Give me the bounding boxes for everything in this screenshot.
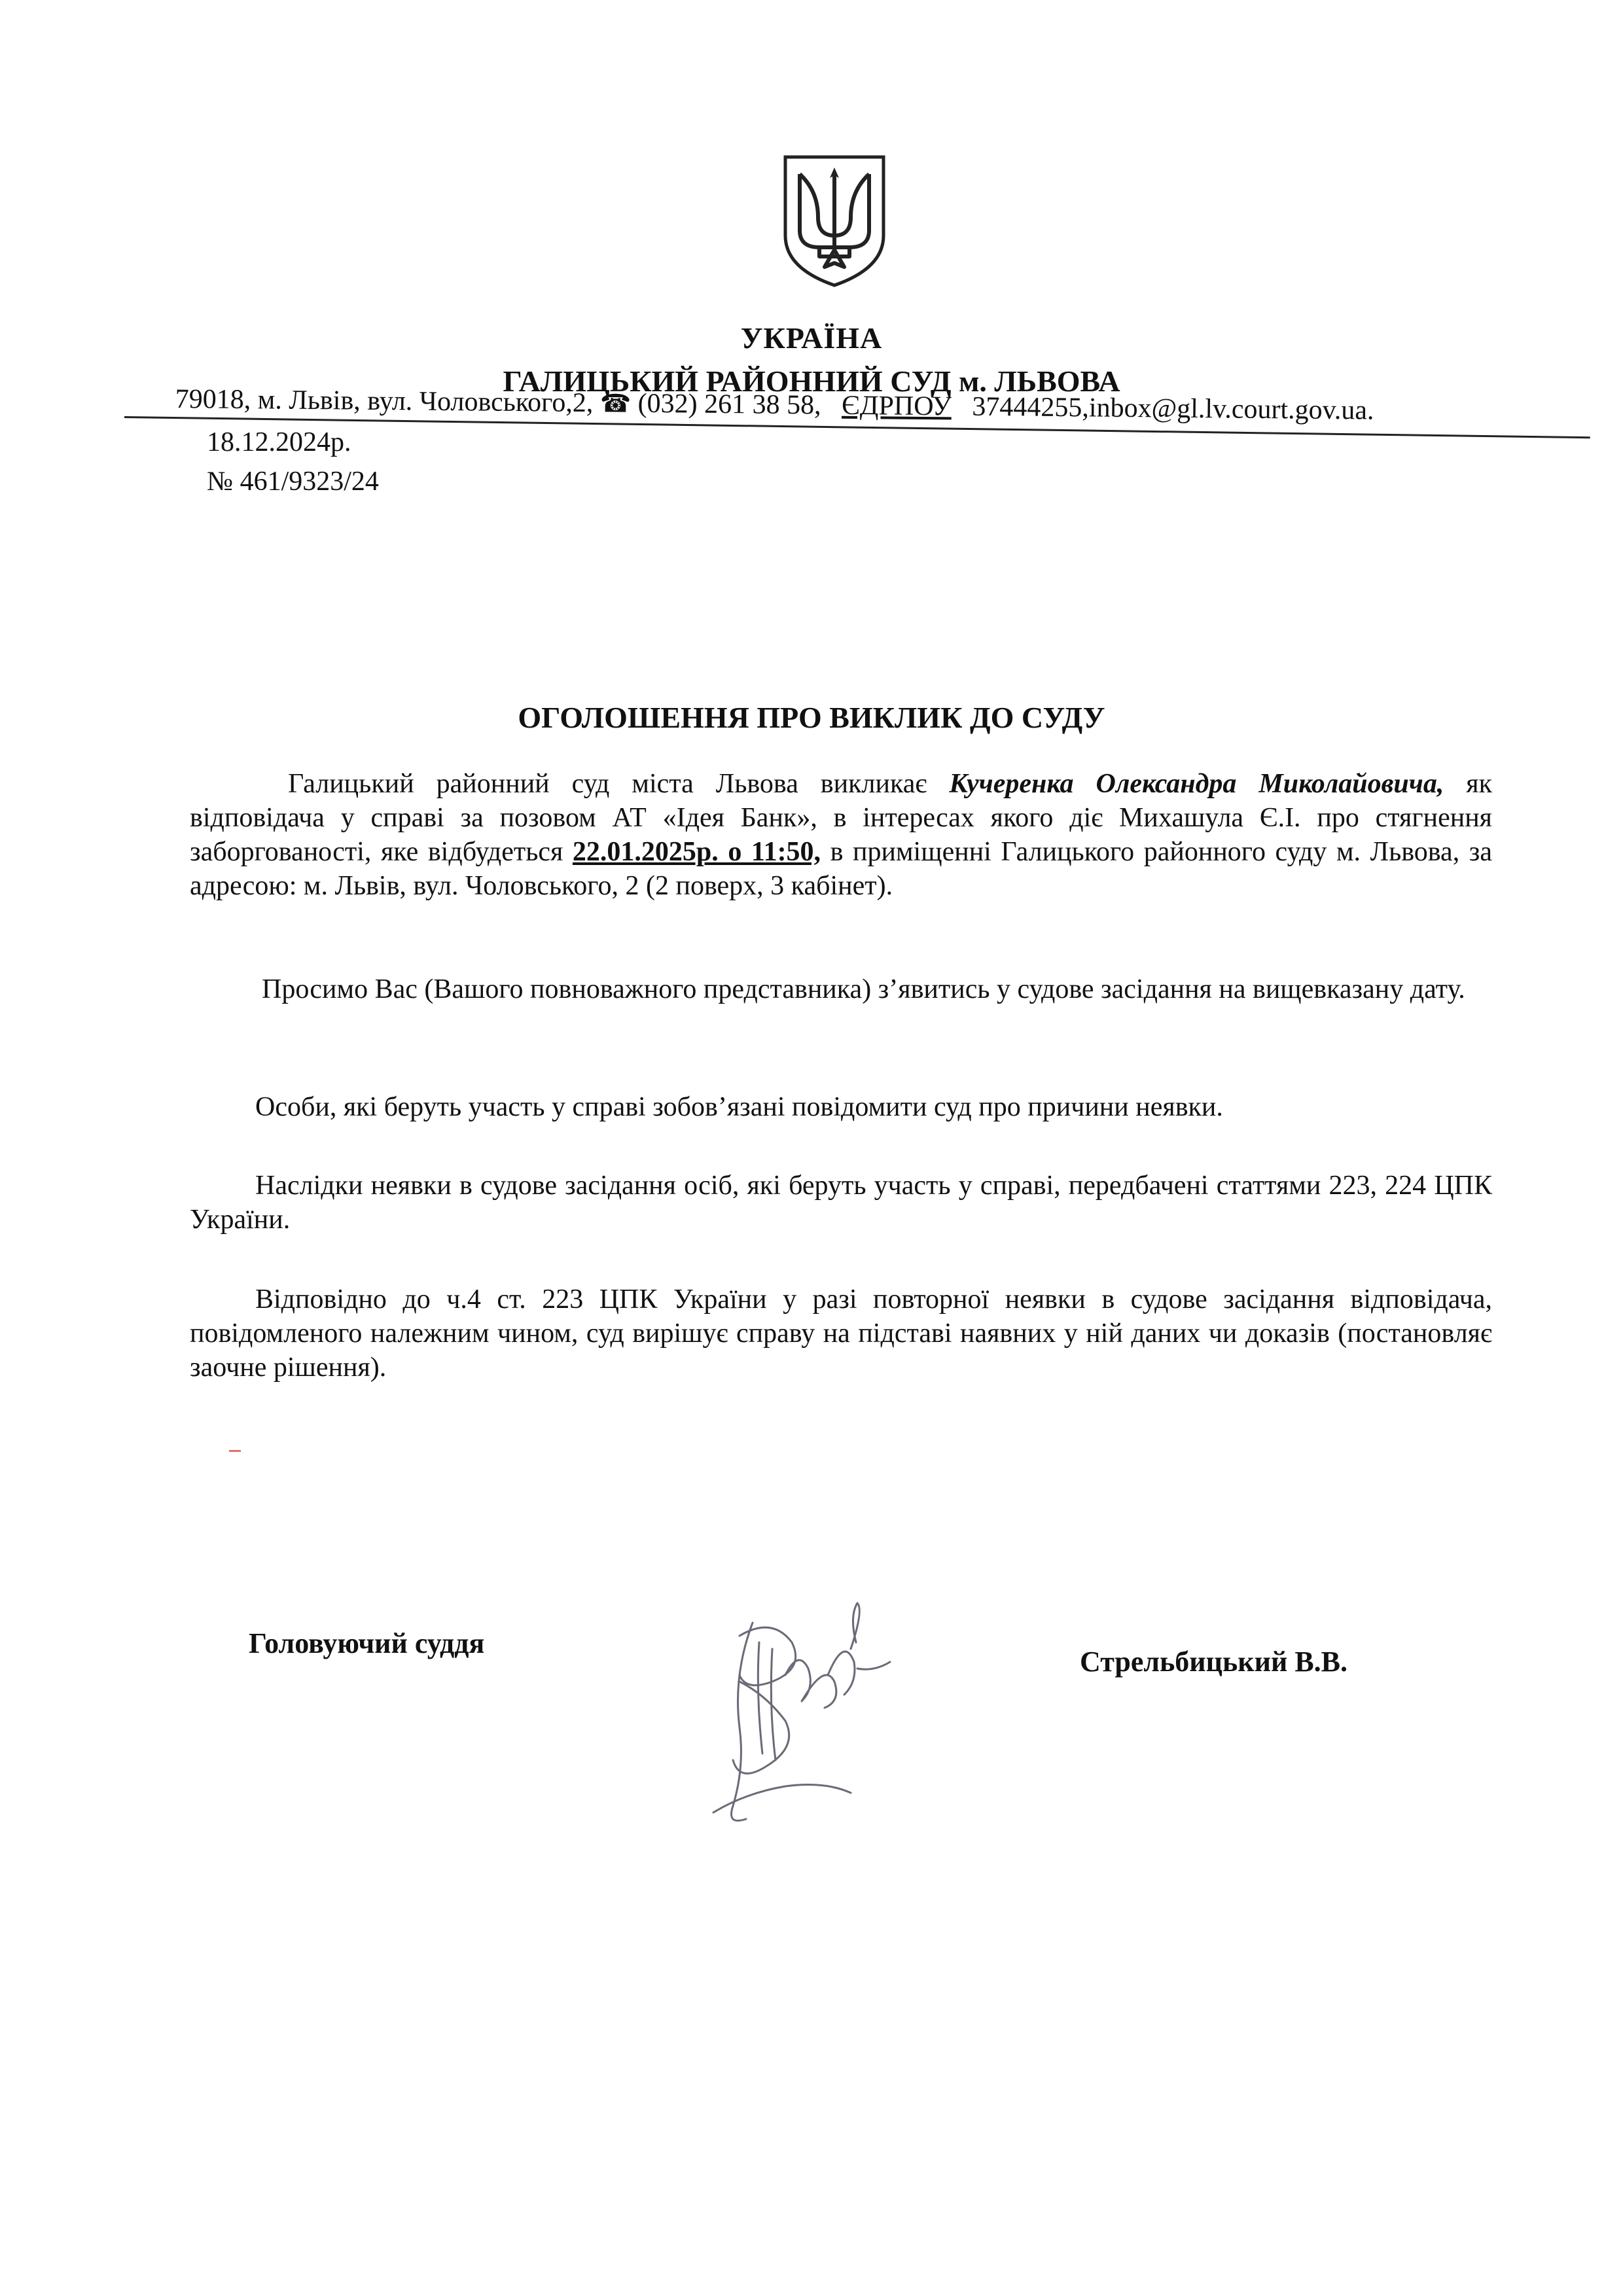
hearing-datetime: 22.01.2025р. о 11:50, [572, 837, 821, 867]
defendant-name: Кучеренка Олександра Миколайовича, [949, 769, 1444, 799]
paragraph-default-judgment: Відповідно до ч.4 ст. 223 ЦПК України у разі повторної неявки в судове засідання відповідача, повідомленого належним чином, суд вирішує справу на підставі наявних у ній даних чи доказів (постановляє заочне рішення). [190, 1284, 1492, 1383]
court-address: 79018, м. Львів, вул. Чоловського,2, [175, 383, 594, 419]
summons-details: як відповідача у справі за позовом АТ «Ідея Банк», в інтересах якого діє Михашула Є.І. про стягнення заборгованості, яке відбудеться [190, 769, 1493, 867]
coat-of-arms-icon [779, 152, 890, 289]
paragraph-request: Просимо Вас (Вашого повноважного представника) з’явитись у судове засідання на вищевказану дату. [262, 974, 1465, 1004]
judge-name: Стрельбицький В.В. [1080, 1646, 1348, 1678]
phone-icon: ☎ [599, 390, 632, 418]
summons-location: в приміщенні Галицького районного суду м. Львова, за адресою: м. Львів, вул. Чоловського, 2 (2 поверх, 3 кабінет). [190, 837, 1492, 901]
court-address-line: 79018, м. Львів, вул. Чоловського,2, ☎ (032) 261 38 58, ЄДРПОУ 37444255,inbox@gl.lv.court.gov.ua. [175, 383, 1374, 426]
country-heading: УКРАЇНА [740, 321, 883, 355]
signature-image [694, 1597, 910, 1832]
paragraph-summons [190, 767, 1492, 903]
paragraph-obligation: Особи, які беруть участь у справі зобов’язані повідомити суд про причини неявки. [255, 1092, 1223, 1122]
court-phone: (032) 261 38 58 [637, 388, 815, 421]
document-title: ОГОЛОШЕННЯ ПРО ВИКЛИК ДО СУДУ [518, 701, 1105, 734]
court-name: ГАЛИЦЬКИЙ РАЙОННИЙ СУД м. ЛЬВОВА [503, 364, 1120, 398]
paragraph-consequences: Наслідки неявки в судове засідання осіб, які беруть участь у справі, передбачені статтями 223, 224 ЦПК України. [190, 1171, 1492, 1235]
case-number: № 461/9323/24 [207, 467, 379, 497]
signatory-title: Головуючий суддя [249, 1627, 485, 1659]
document-date: 18.12.2024р. [207, 427, 351, 457]
summons-intro: Галицький районний суд міста Львова викликає [288, 769, 950, 799]
stray-mark [229, 1450, 241, 1452]
edrpou-and-email: 37444255,inbox@gl.lv.court.gov.ua. [972, 391, 1374, 426]
edrpou-label: ЄДРПОУ [841, 390, 952, 422]
